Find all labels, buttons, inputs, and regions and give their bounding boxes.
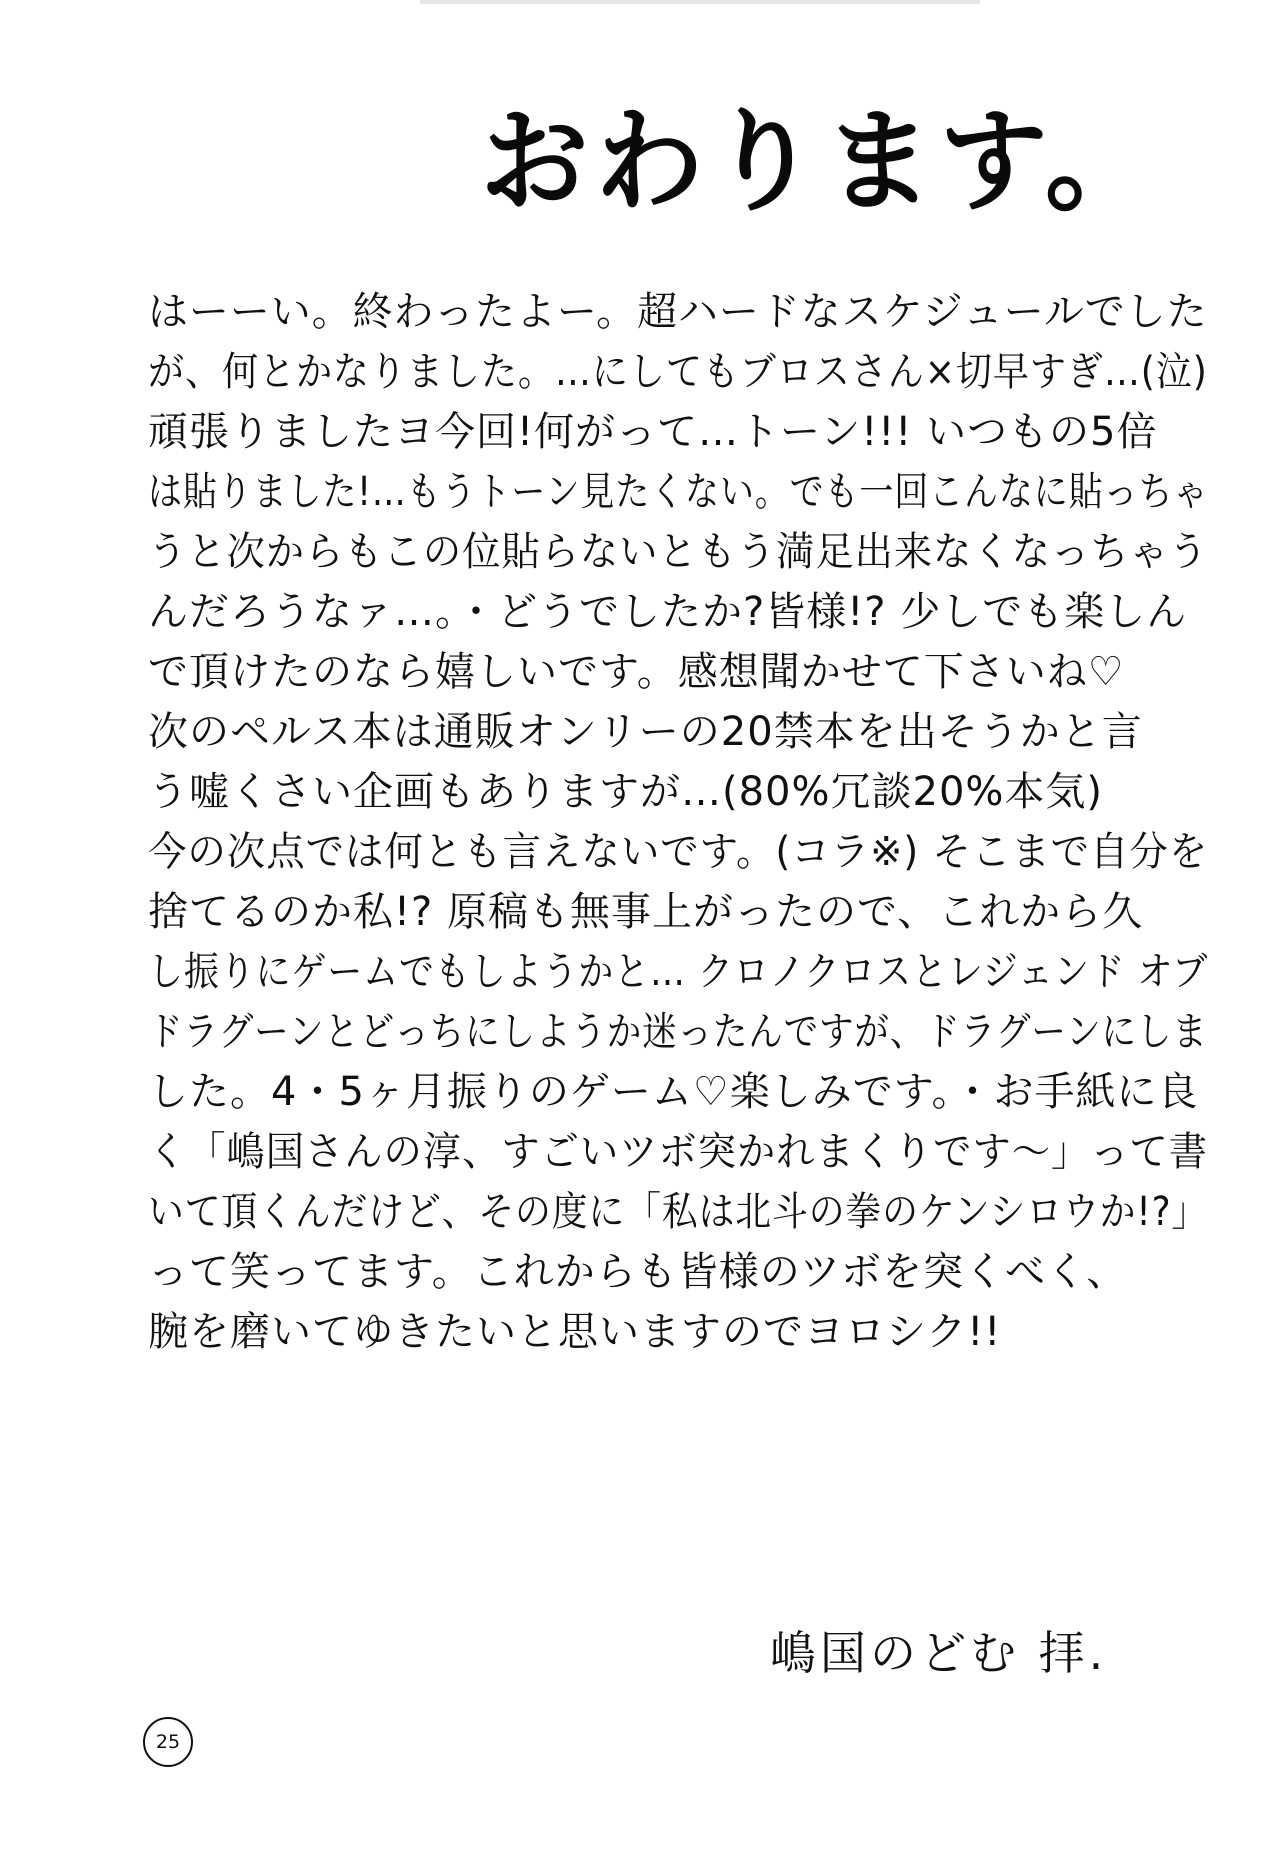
text-line: が、何とかなりました。…にしてもブロスさん×切早すぎ…(泣) [148, 349, 1208, 395]
author-signature: 嶋国のどむ 拝. [770, 1626, 1108, 1680]
text-line: 捨てるのか私!? 原稿も無事上がったので、これから久 [148, 889, 1144, 935]
text-line: で頂けたのなら嬉しいです。感想聞かせて下さいね♡ [148, 649, 1125, 695]
text-line: 今の次点では何とも言えないです。(コラ※) そこまで自分を [148, 829, 1209, 875]
text-line: うと次からもこの位貼らないともう満足出来なくなっちゃう [148, 529, 1208, 575]
text-line: 次のペルス本は通販オンリーの20禁本を出そうかと言 [148, 709, 1143, 755]
page-title: おわります。 [480, 97, 1160, 227]
text-line: いて頂くんだけど、その度に「私は北斗の拳のケンシロウか!?」 [148, 1189, 1209, 1235]
text-line: 頑張りましたヨ今回!何がって…トーン!!! いつもの5倍 [148, 409, 1158, 455]
text-line: した。4・5ヶ月振りのゲーム♡楽しみです。・お手紙に良 [148, 1069, 1199, 1115]
page-top-edge [420, 0, 980, 4]
text-line: う嘘くさい企画もありますが…(80%冗談20%本気) [148, 769, 1104, 815]
text-line: って笑ってます。これからも皆様のツボを突くべく、 [148, 1249, 1128, 1295]
text-line: んだろうなァ…。・どうでしたか?皆様!? 少しでも楽しん [148, 589, 1188, 635]
text-line: はーーい。終わったよー。超ハードなスケジュールでした [148, 289, 1208, 335]
text-line: し振りにゲームでもしようかと… クロノクロスとレジェンド オブ [148, 949, 1209, 995]
text-line: ドラグーンとどっちにしようか迷ったんですが、ドラグーンにしま [148, 1009, 1208, 1055]
text-line: く「嶋国さんの淳、すごいツボ突かれまくりです〜」って書 [148, 1129, 1208, 1175]
page-number-badge: 25 [143, 1717, 193, 1767]
text-line: 腕を磨いてゆきたいと思いますのでヨロシク!! [148, 1309, 1002, 1355]
text-line: は貼りました!…もうトーン見たくない。でも一回こんなに貼っちゃ [148, 469, 1209, 515]
